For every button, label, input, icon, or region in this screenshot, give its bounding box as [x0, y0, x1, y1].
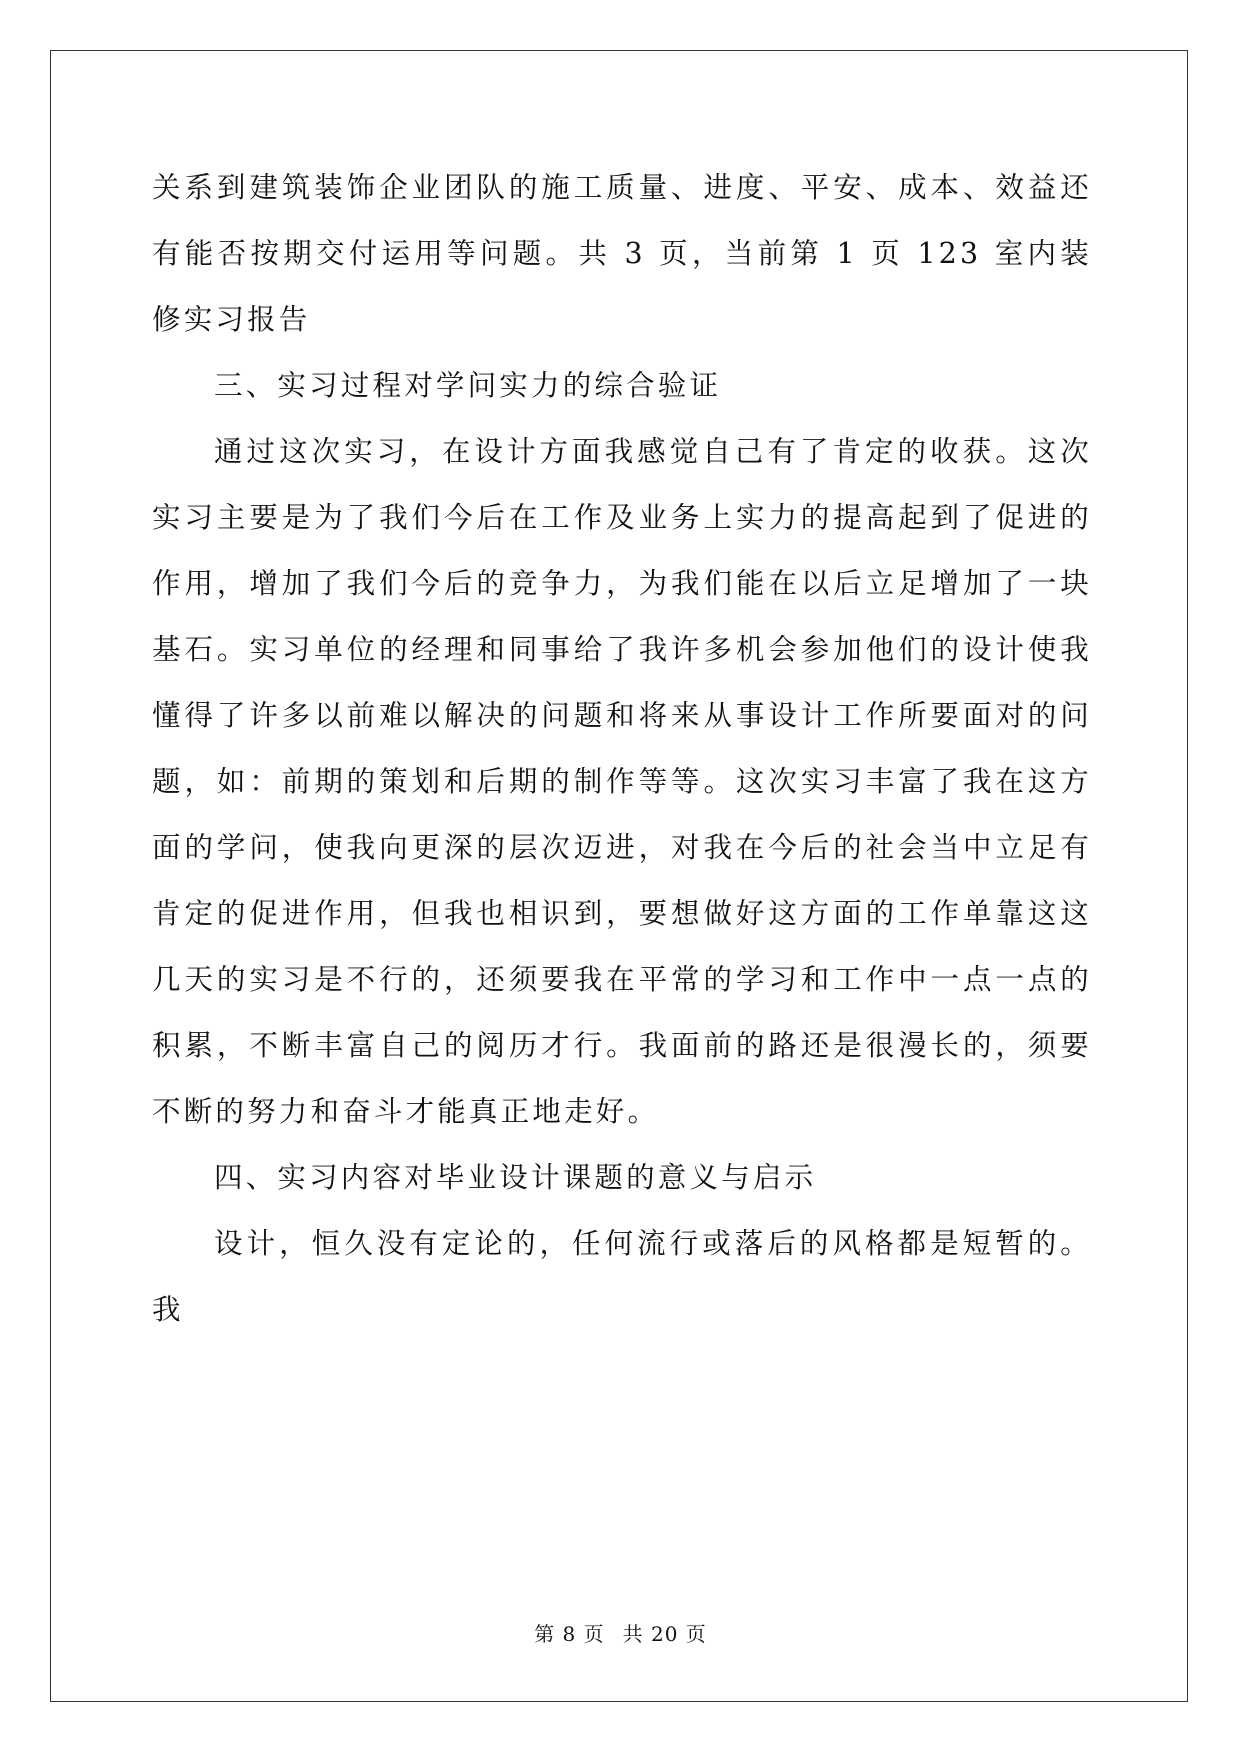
current-page-number: 第 8 页 — [534, 1622, 605, 1646]
document-body — [152, 155, 1092, 1343]
page-footer — [0, 1618, 1241, 1647]
paragraph-3: 设计，恒久没有定论的，任何流行或落后的风格都是短暂的。我 — [152, 1227, 1092, 1326]
section-heading-3: 三、实习过程对学问实力的综合验证 — [214, 369, 722, 402]
total-page-count: 共 20 页 — [622, 1622, 707, 1646]
section-heading-4: 四、实习内容对毕业设计课题的意义与启示 — [214, 1161, 817, 1194]
paragraph-2: 通过这次实习，在设计方面我感觉自己有了肯定的收获。这次实习主要是为了我们今后在工作及业务上实力的提高起到了促进的作用，增加了我们今后的竞争力，为我们能在以后立足增加了一块基石。实习单位的经理和同事给了我许多机会参加他们的设计使我懂得了许多以前难以解决的问题和将来从事设计工作所要面对的问题，如：前期的策划和后期的制作等等。这次实习丰富了我在这方面的学问，使我向更深的层次迈进，对我在今后的社会当中立足有肯定的促进作用，但我也相识到，要想做好这方面的工作单靠这这几天的实习是不行的，还须要我在平常的学习和工作中一点一点的积累，不断丰富自己的阅历才行。我面前的路还是很漫长的，须要不断的努力和奋斗才能真正地走好。 — [152, 435, 1092, 1128]
paragraph-1: 关系到建筑装饰企业团队的施工质量、进度、平安、成本、效益还有能否按期交付运用等问题。共 3 页，当前第 1 页 123 室内装修实习报告 — [152, 171, 1092, 336]
